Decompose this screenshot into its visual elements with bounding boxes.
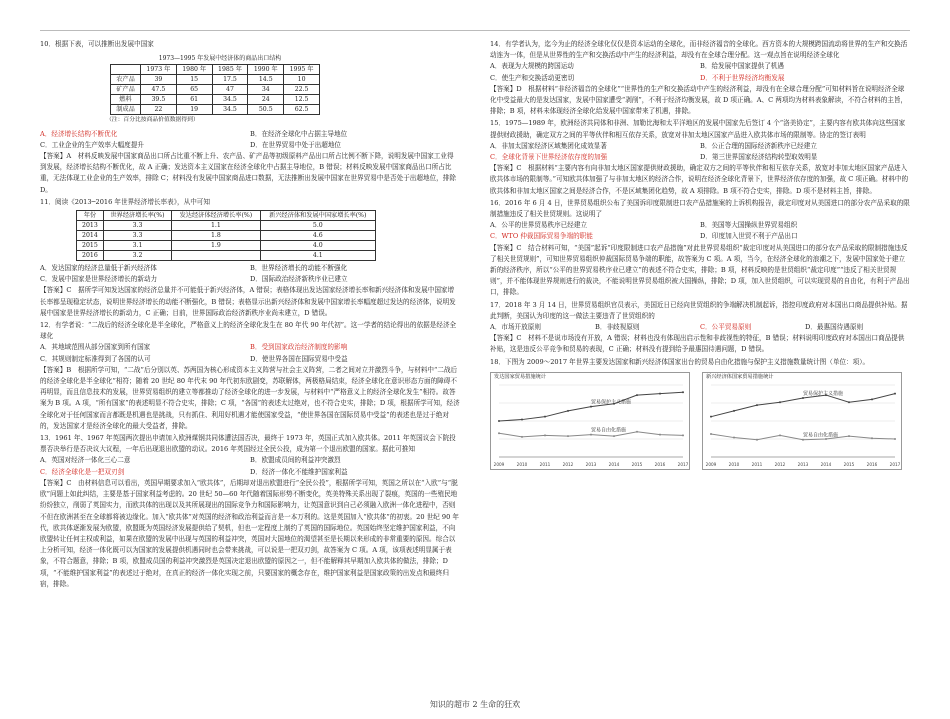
table-row: [111, 75, 320, 85]
chart-tick-label: 2017: [677, 461, 689, 467]
q11-table: [76, 210, 376, 261]
q13-option-d: D．经济一体化不能维护国家利益: [250, 467, 348, 476]
right-column: [490, 38, 910, 470]
q10-options: [40, 129, 460, 151]
chart-tick-label: 2016: [866, 461, 878, 467]
chart-point: [659, 393, 661, 395]
table-row: [77, 221, 376, 231]
chart-point: [498, 432, 500, 434]
chart-point: [521, 418, 523, 420]
table-cell: 4.6: [260, 231, 375, 241]
chart-point: [848, 401, 850, 403]
table-cell: 3.3: [103, 221, 171, 231]
chart-point: [682, 434, 684, 436]
table-cell: 5.0: [260, 221, 375, 231]
chart-point: [733, 410, 735, 412]
table-row: [111, 95, 320, 105]
q12-option-d: D．使世界各国在国际贸易中受益: [250, 354, 348, 363]
table-cell: 47.5: [140, 85, 176, 95]
q10-table-caption: 1973—1995 年发展中经济体的商品出口结构: [158, 55, 282, 63]
q14-stem: 14．有学者认为，迄今为止的经济全球化仅仅是资本运动的全球化，而非经济福音的全球化。西方资本的大规模跨国流动将世界的生产和交换活动连为一体，但是从世界性的生产和交换活动中产生的经济利益，却没有在全球合理分配。这一观点旨在说明经济全球化: [490, 40, 908, 60]
q14-option-b: B．给发展中国家提供了机遇: [700, 62, 784, 71]
q16-option-a: A．公平的世界贸易秩序已经建立: [490, 221, 588, 230]
table-cell: 制成品: [111, 105, 141, 115]
table-cell: 47: [212, 85, 248, 95]
q12-option-c: C．其规则制定标准得到了各国的认可: [40, 354, 151, 363]
q11-option-b: B．世界经济增长的动能不断强化: [250, 264, 348, 273]
q10-answer: 【答案】A 材料反映发展中国家商品出口所占比重不断上升、农产品、矿产品等初级原料产品出口所占比例不断下降，说明发展中国家工业得到发展，经济增长结构不断优化，故 A 正确；发达资本主义国家在经济全球化中占据主导地位，B 错误；材料反映发展中国家商品出口所占比重，无法体现工业企业的生产效率，排除 C；材料没有发展中国家商品进口数据，无法推断出发展中国家在世界贸易中是否处于出超地位，排除 D。: [40, 152, 456, 194]
q16-option-d: D．印度加入世贸不利于产品出口: [700, 232, 798, 241]
q10-table: [110, 64, 320, 115]
table-cell: 1973 年: [140, 65, 176, 75]
table-header-row: [111, 65, 320, 75]
q11-option-d: D．国际政治经济新秩序业已建立: [250, 275, 348, 284]
table-cell: 1.8: [172, 231, 260, 241]
chart-point: [802, 439, 804, 441]
chart-point: [636, 431, 638, 433]
chart-developed: [490, 372, 690, 470]
chart-point: [756, 404, 758, 406]
q13-stem: 13．1961 年、1967 年英国两次提出申请加入欧洲煤钢共同体遭法国否决，最终于 1973 年，英国正式加入欧共体。2011 年英国议会下院投票否决举行是否决议大议程，一年后出现退出欧盟的动议。2016 年英国经过全民公投，成为第一个退出欧盟的国家。据此可推知: [40, 434, 456, 454]
table-cell: 新兴经济体和发展中国家增长率(%): [260, 211, 375, 221]
chart-point: [710, 433, 712, 435]
table-cell: 世界经济增长率(%): [103, 211, 171, 221]
q12-stem: 12．有学者说：“二战后的经济全球化是半全球化，严格意义上的经济全球化发生在 80 年代 90 年代初”。这一学者的结论得出的依据是经济全球化: [40, 321, 457, 341]
q14-option-a: A．表现为大规模的跨国运动: [490, 62, 574, 71]
chart-point: [871, 398, 873, 400]
chart-title: 发达国家贸易措施统计: [494, 373, 546, 380]
table-header-row: [77, 211, 376, 221]
table-cell: 15: [176, 75, 212, 85]
left-column: [40, 38, 460, 588]
chart-point: [613, 435, 615, 437]
chart-tick-label: 2016: [654, 461, 666, 467]
chart-point: [779, 401, 781, 403]
q10-option-a: A．经济增长结构不断优化: [40, 129, 118, 138]
chart-point: [567, 410, 569, 412]
chart-tick-label: 2017: [889, 461, 901, 467]
chart-point: [498, 420, 500, 422]
chart-tick-label: 2009: [493, 461, 505, 467]
chart-point: [779, 434, 781, 436]
chart-tick-label: 2013: [797, 461, 809, 467]
chart-tick-label: 2012: [774, 461, 786, 467]
q17-option-d: D．最惠国待遇原则: [805, 323, 864, 332]
q12-option-b: B．受到国家政治经济制度的影响: [250, 343, 348, 352]
q17-options: [490, 322, 910, 333]
chart-point: [802, 397, 804, 399]
table-cell: 14.5: [248, 75, 284, 85]
table-cell: 34: [248, 85, 284, 95]
q11-option-a: A．发达国家的经济总量低于新兴经济体: [40, 264, 157, 273]
table-cell: 12.5: [284, 95, 320, 105]
q16-answer: 【答案】C 结合材料可知，“美国”起诉“印度限制进口农产品措施”对此世界贸易组织“裁定印度对从美国进口的部分农产品采取的限制措施违反了相关世贸规则”，可知世界贸易组织仲裁国际贸易争端的职能，故答案为 C 项。A 项，当今，在经济全球化的浪潮之下，发展中国家处于建立新的经济秩序，所以“公平的世界贸易秩序业已建立”的表述不符合史实，排除；B 项，材料反映的是世贸组织“裁定印度”“违反了相关世贸规则”，并不能体现世界规则进行的裁决，不能说明世界贸易组织被大国操纵，排除；D 项，加入世贸组织，可以实现贸易的自由化，有利于产品出口，排除。: [490, 243, 910, 297]
table-cell: 39.5: [140, 95, 176, 105]
q11-options: [40, 263, 460, 285]
q10-table-figure: [70, 53, 370, 126]
table-row: [111, 85, 320, 95]
chart-point: [871, 437, 873, 439]
q15-answer: 【答案】C 根据材料“主要内容有向非加太地区国家提供财政援助，确定双方之间的平等伙伴和相互依存关系，放宽对非加太地区国家产品进入欧共体市场的限制等。”可知欧共体加强了与非加太地区的经济合作，说明在经济全球化背景下，世界经济依存度的加强，故 C 项正确。材料中的欧共体和非加太地区国家之间是经济合作，不是区域集团化趋势，故 A 项排除。B 项不符合史实，排除。D 项不是材料主旨，排除。: [490, 164, 909, 195]
q17-option-c: C．公平贸易原则: [700, 323, 752, 332]
q10-option-d: D．在世界贸易中处于出超地位: [250, 140, 342, 149]
q15-option-d: D．第三世界国家经济结构转型取效明显: [700, 153, 818, 162]
chart-point: [710, 416, 712, 418]
q10-option-b: B．在经济全球化中占据主导地位: [250, 129, 348, 138]
table-cell: 10: [284, 75, 320, 85]
table-cell: 年份: [77, 211, 104, 221]
table-cell: 50.5: [248, 105, 284, 115]
chart-point: [659, 434, 661, 436]
q16-stem: 16．2016 年 6 月 4 日，世界贸易组织公布了美国诉印度限制进口农产品措施案的上诉机构报告，裁定印度对从美国进口的部分农产品采取的限制措施违反了相关世贸规则。这说明了: [490, 198, 910, 219]
q14-answer: 【答案】D 根据材料“非经济福音的全球化”“世界性的生产和交换活动中产生的经济利益，却没有在全球合理分配”可知材料旨在说明经济全球化中受益最大的是发达国家，发展中国家遭受“剥削”，不利于经济均衡发展，故 D 项正确。A、C 两项均为材料表象解读，不符合材料的主旨，排除；B 项，材料未体现经济全球化给发展中国家带来了机遇，排除。: [490, 84, 908, 116]
q11-option-c: C．发展中国家是世界经济增长的新动力: [40, 275, 158, 284]
q15-option-c: C．全球化背景下世界经济依存度的加强: [490, 153, 608, 162]
table-row: [77, 251, 376, 261]
q12-option-a: A．其地域范围从部分国家到所有国家: [40, 343, 151, 352]
q13-option-c: C．经济全球化是一把双刃剑: [40, 467, 125, 476]
q10-option-c: C．工业企业的生产效率大幅度提升: [40, 140, 144, 149]
table-cell: 62.5: [284, 105, 320, 115]
chart-point: [733, 436, 735, 438]
table-cell: 矿产品: [111, 85, 141, 95]
q15-stem: 15．1975—1989 年，欧洲经济共同体和非洲、加勒比海和太平洋地区的发展中国家先后签订 4 个“洛美协定”，主要内容有欧共体向这些国家提供财政援助，确定双方之间的平等伙伴和相互依存关系，放宽对非加太地区国家产品进入欧共体市场的限制等。协定的签订表明: [490, 119, 906, 139]
chart-title: 新兴经济体国家贸易措施统计: [706, 373, 774, 380]
chart-point: [590, 434, 592, 436]
table-cell: 2013: [77, 221, 104, 231]
q15-option-a: A．非加太国家经济区域集团化成效显著: [490, 141, 607, 150]
table-row: [111, 105, 320, 115]
table-cell: 22.5: [284, 85, 320, 95]
chart-emerging: [702, 372, 902, 470]
chart-point: [894, 438, 896, 440]
chart-point: [848, 435, 850, 437]
q15-option-b: B．公正合理的国际经济新秩序已经建立: [700, 141, 817, 150]
table-cell: 1.9: [172, 241, 260, 251]
q13-option-b: B．欧盟成员间的利益冲突激烈: [250, 456, 341, 465]
q16-option-b: B．美国等大国操纵世界贸易组织: [700, 221, 798, 230]
chart-tick-label: 2011: [751, 461, 763, 467]
table-cell: [172, 251, 260, 261]
table-cell: 农产品: [111, 75, 141, 85]
chart-point: [521, 436, 523, 438]
q12-options: [40, 342, 460, 364]
chart-tick-label: 2010: [516, 461, 528, 467]
table-cell: 17.5: [212, 75, 248, 85]
q14-option-c: C．使生产和交换活动更密切: [490, 73, 575, 82]
q10-stem: 10．根据下表，可以推断出发展中国家: [40, 40, 154, 48]
q17-answer: 【答案】C 材料不是说市场没有开放，A 错误；材料也没有体现出启示性和非歧视性的特征，B 错误；材料说明印度政府对本国出口商品提供补贴，这是违反公平竞争和贸易的表现，C 正确；材料没有提到给予最惠国待遇问题，D 错误。: [490, 334, 905, 354]
table-cell: 1990 年: [248, 65, 284, 75]
q17-option-a: A．市场开放原则: [490, 323, 541, 332]
chart-tick-label: 2015: [843, 461, 855, 467]
q14-options: [490, 61, 910, 83]
table-cell: 1995 年: [284, 65, 320, 75]
table-cell: 34.5: [212, 105, 248, 115]
header-rule: [40, 30, 910, 31]
table-row: [77, 231, 376, 241]
chart-tick-label: 2015: [631, 461, 643, 467]
table-cell: 4.1: [260, 251, 375, 261]
chart-tick-label: 2012: [562, 461, 574, 467]
q18-stem: 18．下图为 2009～2017 年世界主要发达国家和新兴经济体国家出台的贸易自由化措施与保护主义措施数量统计图（单位：项）。: [490, 357, 870, 366]
table-cell: 3.1: [103, 241, 171, 251]
chart-series-label: 贸易保护主义措施: [591, 399, 632, 406]
chart-tick-label: 2009: [705, 461, 717, 467]
chart-point: [590, 405, 592, 407]
chart-tick-label: 2010: [728, 461, 740, 467]
table-cell: 2014: [77, 231, 104, 241]
chart-point: [636, 394, 638, 396]
q10-table-note: （注：百分比按商品价值数据得到）: [106, 117, 199, 124]
q16-option-c: C．WTO 仲裁国际贸易争端的职能: [490, 232, 593, 241]
q15-options: [490, 141, 910, 163]
q14-option-d: D．不利于世界经济均衡发展: [700, 73, 785, 82]
chart-tick-label: 2013: [585, 461, 597, 467]
table-cell: 22: [140, 105, 176, 115]
q13-answer: 【答案】C 由材料信息可以看出，英国早期要求加入“欧共体”，后期却对退出欧盟进行“全民公投”，根据所学可知，英国之所以在“入欧”与“脱欧”问题上如此纠结，主要是基于国家利益考虑的。20 世纪 50—60 年代随着国际形势不断变化，英美特殊关系出现了裂痕，英国的一些殖民地纷纷独立，削弱了英国实力，而欧共体的出现以及其所展现出的国际竞争力和国际影响力，让英国意识到自己必须融入欧洲一体化进程中，否则不但在欧洲甚至在全球都将被边缘化。加入“欧共体”对英国的经济和政治利益而言是一本万利的。这是英国加入“欧共体”的初衷。20 世纪 90 年代，欧共体逐渐发展为欧盟，欧盟既为英国经济发展提供给了契机，但也一定程度上制约了英国的国际地位。英国始终坚定维护国家利益，不向欧盟转让任何主权或利益，如果在欧盟的发展中出现与英国的利益冲突，英国对大国地位的渴望甚至是长期以来形成的非常重要的原因。综合以上分析可知，经济一体化既可以为国家的发展提供机遇同时也会带来挑战，可以说是一把双刃剑，故答案为 C 项。A 项，该项表述明显属于表象，不符合题意，排除；B 项，欧盟成员国的利益冲突激烈是英国决定退出欧盟的原因之一，但不能解释其早期加入欧共体的做法，排除；D 项，“不能维护国家利益”的表述过于绝对，在真正的经济一体化实现之前，只要国家的概念存在，维护国家利益是国家政策的出发点和最终归宿，排除。: [40, 478, 459, 588]
table-cell: 39: [140, 75, 176, 85]
q11-answer: 【答案】C 据所学可知发达国家的经济总量并不可能低于新兴经济体，A 错误；表格体现出发达国家经济增长率和新兴经济体和发展中国家增长率都呈现稳定状态，说明世界经济增长的动能不断强化，B 错误；表格显示出新兴经济体和发展中国家增长率幅度超过发达的经济体，说明发展中国家是世界经济增长的新动力，C 正确；目前，世界国际政治经济新秩序业尚未建立，D 错误。: [40, 286, 456, 317]
table-row: [77, 241, 376, 251]
chart-point: [894, 393, 896, 395]
table-cell: 24: [248, 95, 284, 105]
chart-developed-svg: [491, 373, 689, 469]
q13-option-a: A．英国对经济一体化三心二意: [40, 456, 131, 465]
q18-charts: [490, 372, 910, 470]
q13-options: [40, 455, 460, 477]
chart-point: [544, 416, 546, 418]
table-cell: 1985 年: [212, 65, 248, 75]
chart-emerging-svg: [703, 373, 901, 469]
chart-tick-label: 2011: [539, 461, 551, 467]
page-footer: 知识的超市 2 生命的狂欢: [429, 700, 521, 709]
table-cell: 3.3: [103, 231, 171, 241]
q17-stem: 17．2018 年 3 月 14 日，世界贸易组织官员表示，美国近日已经向世贸组织的争端解决机制起诉，指控印度政府对本国出口商品提供补贴。据此判断，美国认为印度的这一做法主要违背了世贸组织的: [490, 300, 908, 320]
chart-series-label: 贸易自由化措施: [803, 432, 839, 439]
table-cell: 19: [176, 105, 212, 115]
chart-tick-label: 2014: [820, 461, 832, 467]
chart-series-label: 贸易自由化措施: [591, 427, 627, 434]
table-cell: 3.2: [103, 251, 171, 261]
q16-options: [490, 220, 910, 242]
q11-stem: 11．阅读《2013─2016 年世界经济增长率表》，从中可知: [40, 197, 210, 206]
table-cell: 65: [176, 85, 212, 95]
table-cell: 1980 年: [176, 65, 212, 75]
table-cell: 2016: [77, 251, 104, 261]
chart-point: [756, 439, 758, 441]
table-cell: 34.5: [212, 95, 248, 105]
q12-answer: 【答案】B 根据所学可知，“二战”后分别以英、苏两国为核心形成资本主义阵营与社会主义阵营，二者之间对立并激烈斗争，与材料中“二战后的经济全球化是半全球化”相符；随着 20 世纪 80 年代末 90 年代初东欧剧变，苏联解体，两极格局结束，经济全球化在意识形态方面的障碍不再明显，而且信息技术的发展，世界贸易组织的建立等都推动了经济全球化的进一步发展，与材料中“严格意义上的经济全球化发生”相符。故答案为 B 项。A 项，“所有国家”的表述明显不符合史实，排除；C 项，“各国”的表述太过绝对，也不符合史实，排除；D 项，根据所学可知，经济全球化对于任何国家而言都既是机遇也是挑战，只有抓住、利用好机遇才能使国家受益，“使世界各国在国际贸易中受益”的表述也是过于绝对的，发达国家才是经济全球化的最大受益者，排除。: [40, 365, 460, 430]
chart-tick-label: 2014: [608, 461, 620, 467]
table-cell: 61: [176, 95, 212, 105]
table-cell: [111, 65, 141, 75]
q17-option-b: B．非歧视原则: [595, 323, 640, 332]
table-cell: 1.1: [172, 221, 260, 231]
chart-point: [544, 434, 546, 436]
table-cell: 2015: [77, 241, 104, 251]
chart-point: [682, 391, 684, 393]
table-cell: 燃料: [111, 95, 141, 105]
chart-series-label: 贸易保护主义措施: [803, 390, 844, 397]
table-cell: 发达经济体经济增长率(%): [172, 211, 260, 221]
chart-point: [567, 435, 569, 437]
table-cell: 4.0: [260, 241, 375, 251]
